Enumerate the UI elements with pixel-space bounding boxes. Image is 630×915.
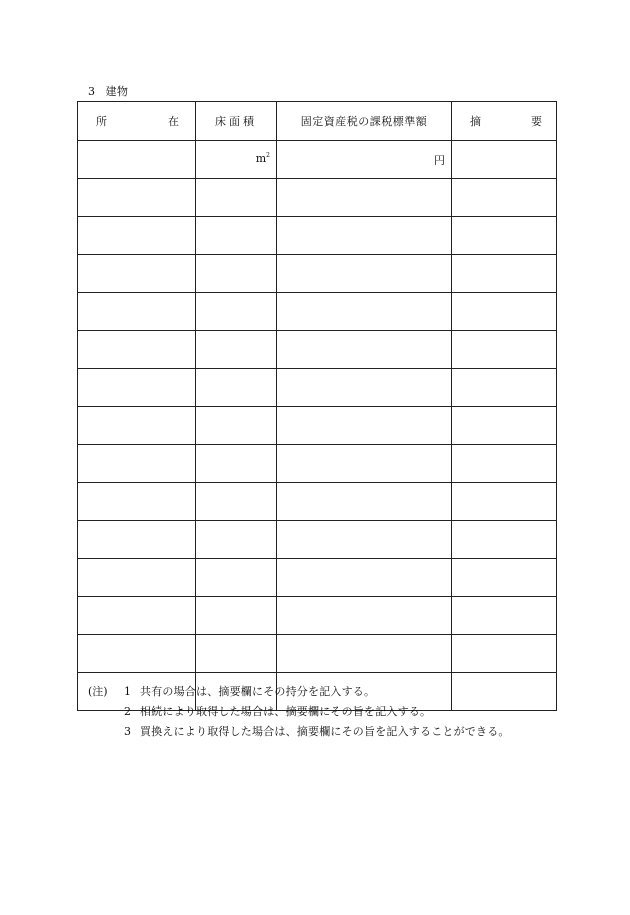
- section-title: [88, 83, 129, 99]
- note-text: 共有の場合は、摘要欄にその持分を記入する。: [140, 685, 376, 698]
- notes-lead: (注): [88, 685, 108, 698]
- floor-area-cell[interactable]: [196, 635, 277, 673]
- location-cell[interactable]: [78, 635, 196, 673]
- note-text: 相続により取得した場合は、摘要欄にその旨を記入する。: [140, 705, 432, 718]
- tax-standard-cell[interactable]: [277, 293, 452, 331]
- location-cell[interactable]: [78, 407, 196, 445]
- remarks-cell[interactable]: [452, 559, 557, 597]
- location-cell[interactable]: [78, 331, 196, 369]
- floor-area-cell[interactable]: [196, 407, 277, 445]
- table-row: [78, 331, 557, 369]
- table-row: [78, 483, 557, 521]
- location-cell[interactable]: [78, 483, 196, 521]
- tax-standard-cell[interactable]: [277, 217, 452, 255]
- tax-standard-cell[interactable]: [277, 179, 452, 217]
- floor-area-cell[interactable]: [196, 179, 277, 217]
- floor-area-cell[interactable]: [196, 597, 277, 635]
- table-body: [78, 141, 557, 711]
- floor-area-cell[interactable]: [196, 521, 277, 559]
- area-unit: m: [255, 152, 267, 165]
- location-cell[interactable]: [78, 255, 196, 293]
- remarks-cell[interactable]: [452, 293, 557, 331]
- tax-standard-cell[interactable]: [277, 597, 452, 635]
- table-row: [78, 445, 557, 483]
- header-remarks-left: 摘: [470, 115, 481, 128]
- location-cell[interactable]: [78, 597, 196, 635]
- table-row: [78, 597, 557, 635]
- note-item: [88, 702, 510, 722]
- floor-area-cell[interactable]: [196, 141, 277, 179]
- location-cell[interactable]: [78, 559, 196, 597]
- table-row: [78, 293, 557, 331]
- note-item: [88, 682, 510, 702]
- floor-area-cell[interactable]: [196, 559, 277, 597]
- header-floor-area: [196, 102, 277, 141]
- section-label: 建物: [105, 85, 129, 98]
- remarks-cell[interactable]: [452, 179, 557, 217]
- tax-standard-cell[interactable]: [277, 559, 452, 597]
- note-item: [88, 722, 510, 742]
- tax-standard-cell[interactable]: [277, 483, 452, 521]
- table-row: [78, 407, 557, 445]
- floor-area-cell[interactable]: [196, 369, 277, 407]
- floor-area-cell[interactable]: [196, 293, 277, 331]
- note-number: 1: [124, 685, 131, 698]
- location-cell[interactable]: [78, 293, 196, 331]
- floor-area-cell[interactable]: [196, 331, 277, 369]
- remarks-cell[interactable]: [452, 635, 557, 673]
- location-cell[interactable]: [78, 521, 196, 559]
- area-unit-sup: 2: [266, 152, 270, 159]
- floor-area-cell[interactable]: [196, 483, 277, 521]
- remarks-cell[interactable]: [452, 597, 557, 635]
- tax-standard-cell[interactable]: [277, 331, 452, 369]
- currency-unit: 円: [434, 154, 445, 167]
- table-row: [78, 217, 557, 255]
- location-cell[interactable]: [78, 369, 196, 407]
- header-remarks: [452, 102, 557, 141]
- building-table: [77, 101, 557, 711]
- table-row: [78, 635, 557, 673]
- table-row: [78, 179, 557, 217]
- note-number: 3: [124, 725, 131, 738]
- tax-standard-cell[interactable]: [277, 445, 452, 483]
- remarks-cell[interactable]: [452, 255, 557, 293]
- header-tax-standard: [277, 102, 452, 141]
- notes: [88, 682, 510, 742]
- header-row: [78, 102, 557, 141]
- location-cell[interactable]: [78, 217, 196, 255]
- location-cell[interactable]: [78, 141, 196, 179]
- remarks-cell[interactable]: [452, 521, 557, 559]
- tax-standard-cell[interactable]: [277, 407, 452, 445]
- remarks-cell[interactable]: [452, 331, 557, 369]
- table-row: [78, 521, 557, 559]
- header-location: [78, 102, 196, 141]
- tax-standard-cell[interactable]: [277, 141, 452, 179]
- remarks-cell[interactable]: [452, 141, 557, 179]
- note-number: 2: [124, 705, 131, 718]
- tax-standard-cell[interactable]: [277, 521, 452, 559]
- table-row: [78, 369, 557, 407]
- note-text: 買換えにより取得した場合は、摘要欄にその旨を記入することができる。: [140, 725, 510, 738]
- header-floor-area-label: 床面積: [215, 115, 257, 128]
- header-location-right: 在: [168, 115, 179, 128]
- floor-area-cell[interactable]: [196, 255, 277, 293]
- remarks-cell[interactable]: [452, 407, 557, 445]
- table-row: [78, 255, 557, 293]
- remarks-cell[interactable]: [452, 217, 557, 255]
- units-row: [78, 141, 557, 179]
- floor-area-cell[interactable]: [196, 445, 277, 483]
- remarks-cell[interactable]: [452, 445, 557, 483]
- header-tax-standard-label: 固定資産税の課税標準額: [300, 115, 428, 128]
- table-row: [78, 559, 557, 597]
- tax-standard-cell[interactable]: [277, 369, 452, 407]
- section-number: 3: [88, 85, 96, 98]
- tax-standard-cell[interactable]: [277, 635, 452, 673]
- location-cell[interactable]: [78, 445, 196, 483]
- floor-area-cell[interactable]: [196, 217, 277, 255]
- tax-standard-cell[interactable]: [277, 255, 452, 293]
- remarks-cell[interactable]: [452, 483, 557, 521]
- remarks-cell[interactable]: [452, 369, 557, 407]
- header-remarks-right: 要: [531, 115, 542, 128]
- header-location-left: 所: [96, 115, 107, 128]
- location-cell[interactable]: [78, 179, 196, 217]
